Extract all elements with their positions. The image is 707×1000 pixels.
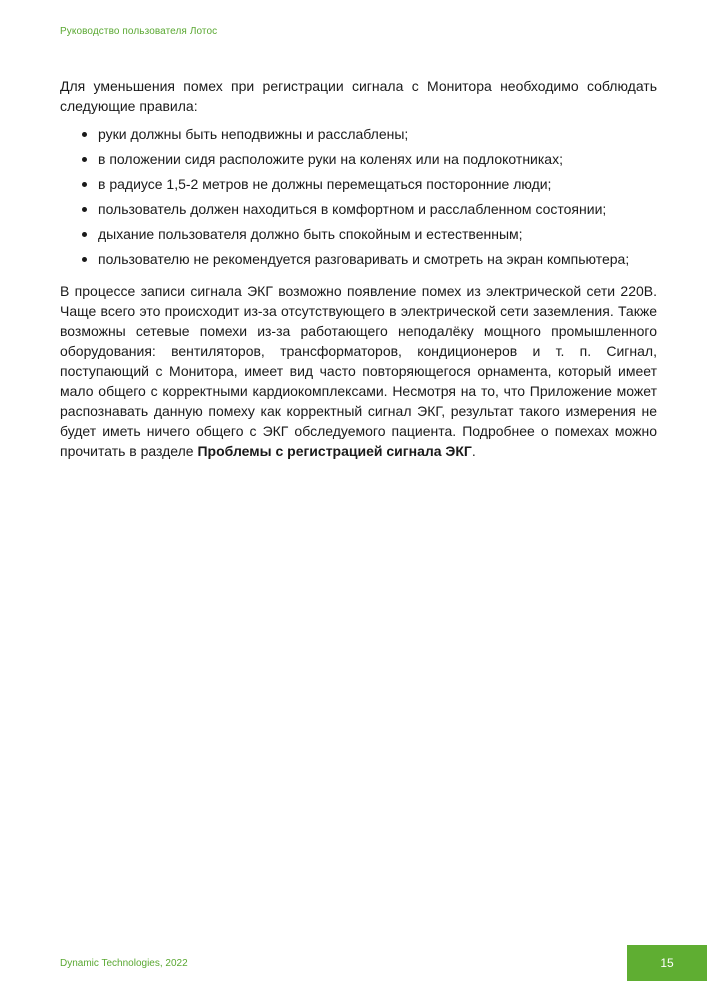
list-item: [60, 199, 657, 219]
list-item: [60, 124, 657, 144]
list-item: [60, 174, 657, 194]
list-item-text: руки должны быть неподвижны и расслаблены;: [98, 126, 409, 142]
bullet-icon: [82, 207, 87, 212]
body-tail: .: [471, 443, 476, 459]
bullet-icon: [82, 182, 87, 187]
list-item: [60, 224, 657, 244]
footer-company: Dynamic Technologies, 2022: [60, 958, 188, 969]
bullet-icon: [82, 257, 87, 262]
list-item-text: дыхание пользователя должно быть спокойным и естественным;: [98, 226, 523, 242]
bullet-icon: [82, 132, 87, 137]
list-item-text: в радиусе 1,5-2 метров не должны перемещаться посторонние люди;: [98, 176, 552, 192]
page-number: 15: [660, 956, 674, 970]
list-item: [60, 249, 657, 269]
body-text: В процессе записи сигнала ЭКГ возможно появление помех из электрической сети 220В. Чаще всего это происходит из-за отсутствующего в электрической сети заземления. Также возможны сетевые помехи из-за работающего неподалёку мощного промышленного оборудования: вентиляторов, трансформаторов, кондиционеров и т. п. Сигнал, поступающий с Монитора, имеет вид часто повторяющегося орнамента, который имеет мало общего с корректными кардиокомплексами. Несмотря на то, что Приложение может распознавать данную помеху как корректный сигнал ЭКГ, результат такого измерения не будет иметь ничего общего с ЭКГ обследуемого пациента. Подробнее о помехах можно прочитать в разделе: [60, 283, 657, 459]
list-item: [60, 149, 657, 169]
bullet-icon: [82, 232, 87, 237]
document-header-title: Руководство пользователя Лотос: [60, 26, 218, 37]
rules-list: [60, 124, 657, 269]
list-item-text: пользователь должен находиться в комфортном и расслабленном состоянии;: [98, 201, 607, 217]
bullet-icon: [82, 157, 87, 162]
list-item-text: пользователю не рекомендуется разговаривать и смотреть на экран компьютера;: [98, 251, 630, 267]
intro-paragraph: Для уменьшения помех при регистрации сигнала с Монитора необходимо соблюдать следующие правила:: [60, 78, 657, 114]
page-number-badge: [627, 945, 707, 981]
body-paragraph: [60, 281, 657, 461]
list-item-text: в положении сидя расположите руки на коленях или на подлокотниках;: [98, 151, 563, 167]
section-reference-link[interactable]: Проблемы с регистрацией сигнала ЭКГ: [197, 443, 472, 459]
page-content: [60, 76, 657, 461]
